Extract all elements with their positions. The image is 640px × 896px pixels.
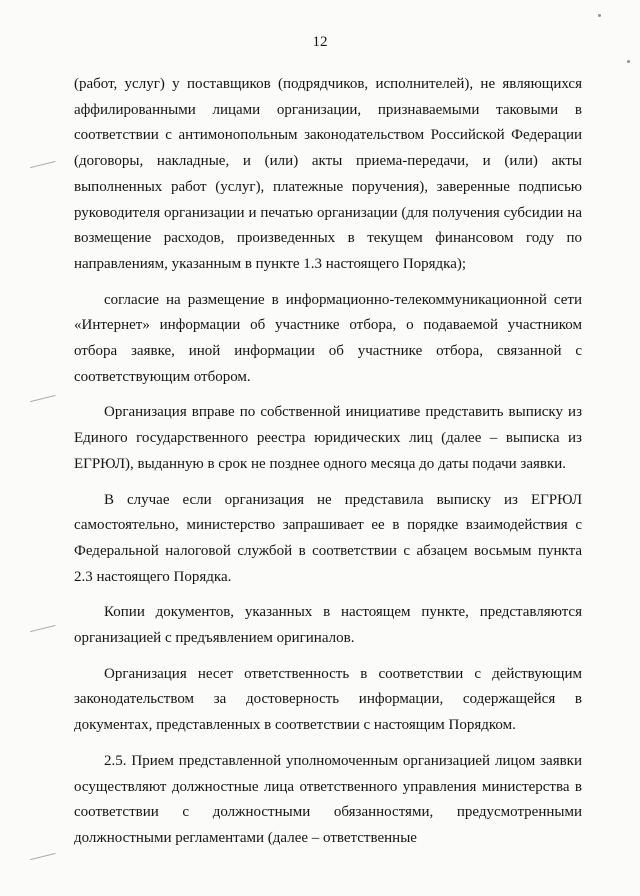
- paragraph-responsibility: Организация несет ответственность в соответствии с действующим законодательством за достоверность информации, содержащейся в документах, представленных в соответствии с настоящим Порядком.: [74, 665, 582, 734]
- paragraph-document-copies: Копии документов, указанных в настоящем пункте, представляются организацией с предъявлением оригиналов.: [74, 604, 582, 647]
- margin-mark: [30, 853, 56, 861]
- paragraph-egrul-extract: Организация вправе по собственной инициативе представить выписку из Единого государственного реестра юридических лиц (далее – выписка из ЕГРЮЛ), выданную в срок не позднее одного месяца до даты подачи заявки.: [74, 404, 582, 472]
- margin-mark: [30, 625, 56, 633]
- page-number: 12: [312, 34, 328, 50]
- document-body: [74, 72, 582, 852]
- scan-speck: [627, 60, 630, 63]
- paragraph-continuation: (работ, услуг) у поставщиков (подрядчиков, исполнителей), не являющихся аффилированными лицами организации, признаваемыми таковыми в соответствии с антимонопольным законодательством Российской Федерации (договоры, накладные, и (или) акты приема-передачи, и (или) акты выполненных работ (услуг), платежные поручения), заверенные подписью руководителя организации и печатью организации (для получения субсидии на возмещение расходов, произведенных в текущем финансовом году по направлениям, указанным в пункте 1.3 настоящего Порядка);: [74, 76, 582, 272]
- paragraph-section-2-5: 2.5. Прием представленной уполномоченным организацией лицом заявки осуществляют должностные лица ответственного управления министерства в соответствии с должностными обязанностями, предусмотренными должностными регламентами (далее – ответственные: [74, 752, 582, 846]
- paragraph-consent: согласие на размещение в информационно-телекоммуникационной сети «Интернет» информации об участнике отбора, о подаваемой участником отбора заявке, иной информации об участнике отбора, связанной с соответствующим отбором.: [74, 291, 582, 385]
- scan-speck: [598, 14, 601, 17]
- margin-mark: [30, 161, 56, 169]
- paragraph-egrul-request: В случае если организация не представила выписку из ЕГРЮЛ самостоятельно, министерство запрашивает ее в порядке взаимодействия с Федеральной налоговой службой в соответствии с абзацем восьмым пункта 2.3 настоящего Порядка.: [74, 491, 582, 585]
- margin-mark: [30, 395, 56, 403]
